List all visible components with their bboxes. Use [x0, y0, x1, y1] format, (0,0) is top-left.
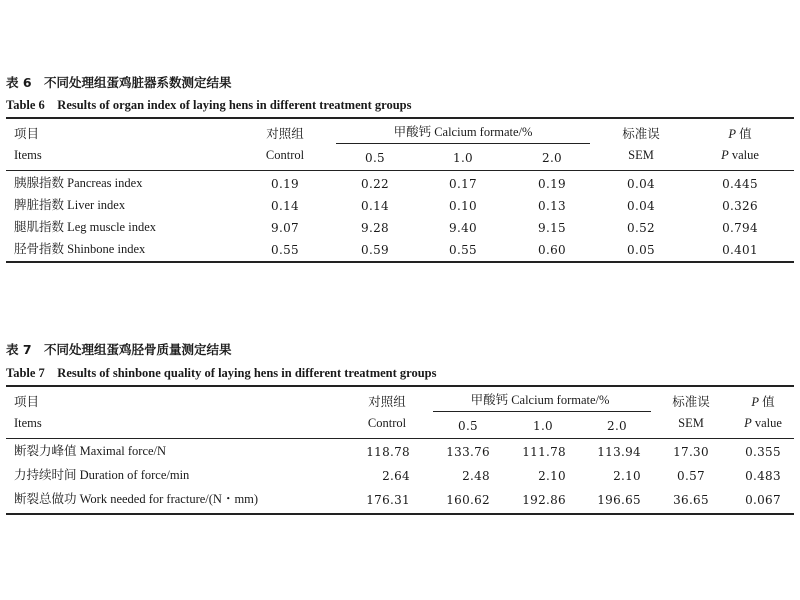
row-value-0.5: 160.62 — [446, 493, 490, 507]
row-item: 脾脏指数 Liver index — [14, 198, 126, 212]
row-control: 2.64 — [382, 469, 410, 483]
table7-header-p-en: P value — [744, 416, 782, 430]
table7-header-p-cn: P 值 — [751, 395, 775, 409]
table7-caption-en: Table 7 Results of shinbone quality of laying hens in different treatment groups — [6, 366, 437, 380]
table7-bottom-rule — [6, 513, 794, 515]
row-value-2.0: 2.10 — [613, 469, 641, 483]
table7-header-rule — [6, 438, 794, 439]
table6-header-p-en: P value — [721, 148, 759, 162]
table7-header-sem-en: SEM — [678, 416, 704, 430]
table7-header-control-en: Control — [367, 416, 407, 430]
row-p: 0.401 — [722, 243, 758, 257]
row-sem: 0.05 — [627, 243, 655, 257]
table6-header-items-en: Items — [14, 148, 42, 162]
table7-header-items-en: Items — [14, 416, 42, 430]
table6-header-items-cn: 项目 — [14, 127, 40, 141]
table6-header-level-2.0: 2.0 — [542, 151, 562, 165]
row-p: 0.445 — [722, 177, 758, 191]
table6-caption-en: Table 6 Results of organ index of laying hens in different treatment groups — [6, 98, 412, 112]
table7-header-control-cn: 对照组 — [368, 395, 406, 409]
row-value-1.0: 111.78 — [522, 445, 566, 459]
table6-header-control-en: Control — [265, 148, 305, 162]
row-item: 胰腺指数 Pancreas index — [14, 176, 143, 190]
row-value-2.0: 0.19 — [538, 177, 566, 191]
row-item: 断裂力峰值 Maximal force/N — [14, 444, 167, 458]
row-sem: 0.04 — [627, 199, 655, 213]
row-value-0.5: 0.22 — [361, 177, 389, 191]
row-control: 0.19 — [271, 177, 299, 191]
table6-header-sem-cn: 标准误 — [622, 127, 660, 141]
table6-header-level-0.5: 0.5 — [365, 151, 385, 165]
table6-header-level-1.0: 1.0 — [453, 151, 473, 165]
row-item: 腿肌指数 Leg muscle index — [14, 220, 156, 234]
row-value-1.0: 2.10 — [538, 469, 566, 483]
row-item: 力持续时间 Duration of force/min — [14, 468, 190, 482]
row-value-1.0: 0.55 — [449, 243, 477, 257]
row-p: 0.355 — [745, 445, 781, 459]
row-sem: 17.30 — [673, 445, 709, 459]
row-control: 0.55 — [271, 243, 299, 257]
table7-header-level-2.0: 2.0 — [607, 419, 627, 433]
row-item: 胫骨指数 Shinbone index — [14, 242, 146, 256]
row-control: 9.07 — [271, 221, 299, 235]
row-value-0.5: 0.59 — [361, 243, 389, 257]
row-p: 0.067 — [745, 493, 781, 507]
row-control: 176.31 — [366, 493, 410, 507]
row-sem: 0.04 — [627, 177, 655, 191]
row-value-0.5: 133.76 — [446, 445, 490, 459]
table6-caption-cn: 表 6 不同处理组蛋鸡脏器系数测定结果 — [6, 75, 232, 90]
table6-bottom-rule — [6, 261, 794, 263]
table6-header-rule — [6, 170, 794, 171]
row-value-1.0: 192.86 — [522, 493, 566, 507]
table7-caption-cn: 表 7 不同处理组蛋鸡胫骨质量测定结果 — [6, 342, 232, 357]
row-p: 0.794 — [722, 221, 758, 235]
row-p: 0.483 — [745, 469, 781, 483]
row-value-0.5: 0.14 — [361, 199, 389, 213]
table7-header-calcium-group: 甲酸钙 Calcium formate/% — [470, 393, 610, 407]
row-value-2.0: 0.60 — [538, 243, 566, 257]
row-p: 0.326 — [722, 199, 758, 213]
table6-header-sem-en: SEM — [628, 148, 654, 162]
table7-header-items-cn: 项目 — [14, 395, 40, 409]
row-value-2.0: 0.13 — [538, 199, 566, 213]
table7-header-sem-cn: 标准误 — [672, 395, 710, 409]
table6-header-calcium-group: 甲酸钙 Calcium formate/% — [393, 125, 533, 139]
table7-header-level-0.5: 0.5 — [458, 419, 478, 433]
row-control: 118.78 — [366, 445, 410, 459]
row-sem: 36.65 — [673, 493, 709, 507]
table6-header-control-cn: 对照组 — [266, 127, 304, 141]
row-value-1.0: 0.10 — [449, 199, 477, 213]
row-value-1.0: 0.17 — [449, 177, 477, 191]
row-value-0.5: 2.48 — [462, 469, 490, 483]
row-item: 断裂总做功 Work needed for fracture/(N・mm) — [14, 492, 259, 506]
table7-group-rule — [433, 411, 651, 412]
table7-top-rule — [6, 385, 794, 387]
row-value-1.0: 9.40 — [449, 221, 477, 235]
table7-header-level-1.0: 1.0 — [533, 419, 553, 433]
row-value-2.0: 9.15 — [538, 221, 566, 235]
table6-header-p-cn: P 值 — [728, 127, 752, 141]
row-value-2.0: 113.94 — [597, 445, 641, 459]
row-sem: 0.57 — [677, 469, 705, 483]
row-value-2.0: 196.65 — [597, 493, 641, 507]
table6-top-rule — [6, 117, 794, 119]
row-value-0.5: 9.28 — [361, 221, 389, 235]
row-sem: 0.52 — [627, 221, 655, 235]
row-control: 0.14 — [271, 199, 299, 213]
table6-group-rule — [336, 143, 590, 144]
